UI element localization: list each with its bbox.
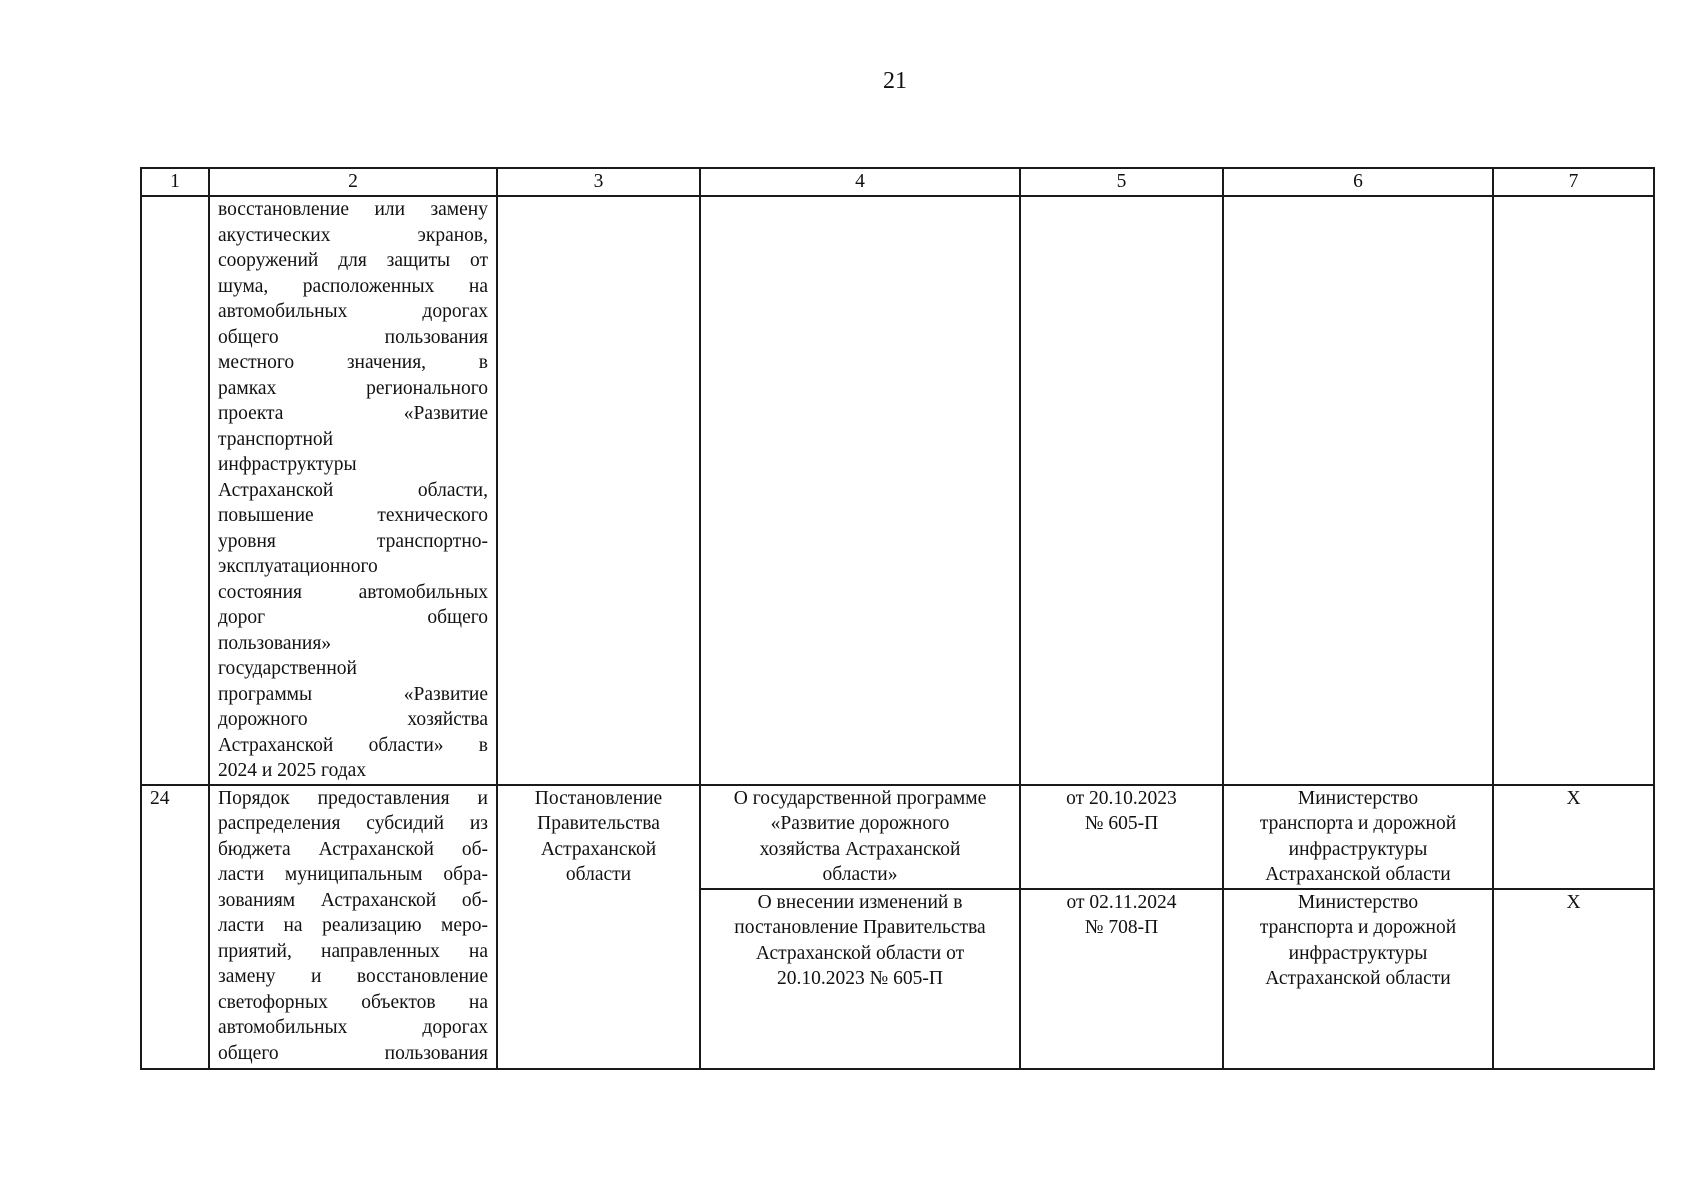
description-line: восстановление или замену — [218, 199, 488, 220]
description-line: состояния автомобильных — [218, 581, 488, 603]
document-date-cell: от 20.10.2023 № 605-П — [1020, 785, 1223, 889]
header-cell-1: 1 — [141, 168, 209, 196]
responsible-body-cell: Министерство транспорта и дорожной инфраструктуры Астраханской области — [1223, 785, 1493, 889]
description-line: общего пользования — [218, 1042, 488, 1064]
description-line: ласти на реализацию меро- — [218, 915, 488, 936]
page-number: 21 — [883, 68, 907, 94]
document-date-cell: от 02.11.2024 № 708-П — [1020, 889, 1223, 1069]
description-line: уровня транспортно- — [218, 530, 488, 552]
continuation-col6-cell — [1223, 196, 1493, 785]
description-line: дорожного хозяйства — [218, 709, 488, 730]
continuation-col5-cell — [1020, 196, 1223, 785]
description-line: программы «Развитие — [218, 683, 488, 705]
description-line: рамках регионального — [218, 377, 488, 399]
header-cell-2: 2 — [209, 168, 497, 196]
description-line: зованиям Астраханской об- — [218, 889, 488, 911]
description-line: эксплуатационного — [218, 556, 378, 577]
continuation-description-cell — [209, 196, 497, 785]
responsible-body-cell: Министерство транспорта и дорожной инфраструктуры Астраханской области — [1223, 889, 1493, 1069]
continuation-num-cell — [141, 196, 209, 785]
document-table — [140, 167, 1655, 1070]
description-line: Астраханской области, — [218, 479, 488, 501]
description-line: местного значения, в — [218, 352, 488, 373]
description-line: автомобильных дорогах — [218, 1017, 488, 1038]
description-line: государственной — [218, 658, 357, 679]
description-line: проекта «Развитие — [218, 403, 488, 424]
description-line: повышение технического — [218, 505, 488, 526]
description-line: бюджета Астраханской об- — [218, 838, 488, 860]
description-line: пользования» — [218, 632, 332, 654]
table-row-continuation — [141, 196, 1654, 785]
description-line: Порядок предоставления и — [218, 787, 488, 809]
row-number-cell: 24 — [141, 785, 209, 1069]
header-cell-3: 3 — [497, 168, 700, 196]
continuation-col3-cell — [497, 196, 700, 785]
continuation-col4-cell — [700, 196, 1020, 785]
mark-cell: X — [1493, 889, 1654, 1069]
document-title-cell: О внесении изменений в постановление Правительства Астраханской области от 20.10.2023 № 605-П — [700, 889, 1020, 1069]
header-row — [141, 168, 1654, 196]
document-type-cell: Постановление Правительства Астраханской области — [497, 785, 700, 1069]
continuation-col7-cell — [1493, 196, 1654, 785]
header-cell-6: 6 — [1223, 168, 1493, 196]
description-line: дорог общего — [218, 607, 488, 628]
description-line: распределения субсидий из — [218, 813, 488, 834]
header-cell-5: 5 — [1020, 168, 1223, 196]
description-line: инфраструктуры — [218, 454, 357, 475]
description-line: светофорных объектов на — [218, 991, 488, 1013]
description-line: общего пользования — [218, 326, 488, 348]
table-row-24a — [141, 785, 1654, 889]
header-cell-7: 7 — [1493, 168, 1654, 196]
mark-cell: X — [1493, 785, 1654, 889]
document-title-cell: О государственной программе «Развитие дорожного хозяйства Астраханской области» — [700, 785, 1020, 889]
row-description-cell — [209, 785, 497, 1069]
description-line: акустических экранов, — [218, 224, 488, 246]
description-line: ласти муниципальным обра- — [218, 864, 488, 885]
description-line: замену и восстановление — [218, 966, 488, 987]
description-line: шума, расположенных на — [218, 275, 488, 297]
description-line: сооружений для защиты от — [218, 250, 488, 271]
description-line: транспортной — [218, 428, 334, 450]
description-line: приятий, направленных на — [218, 940, 488, 962]
description-line: Астраханской области» в — [218, 734, 488, 756]
description-line: 2024 и 2025 годах — [218, 760, 367, 781]
header-cell-4: 4 — [700, 168, 1020, 196]
description-line: автомобильных дорогах — [218, 301, 488, 322]
